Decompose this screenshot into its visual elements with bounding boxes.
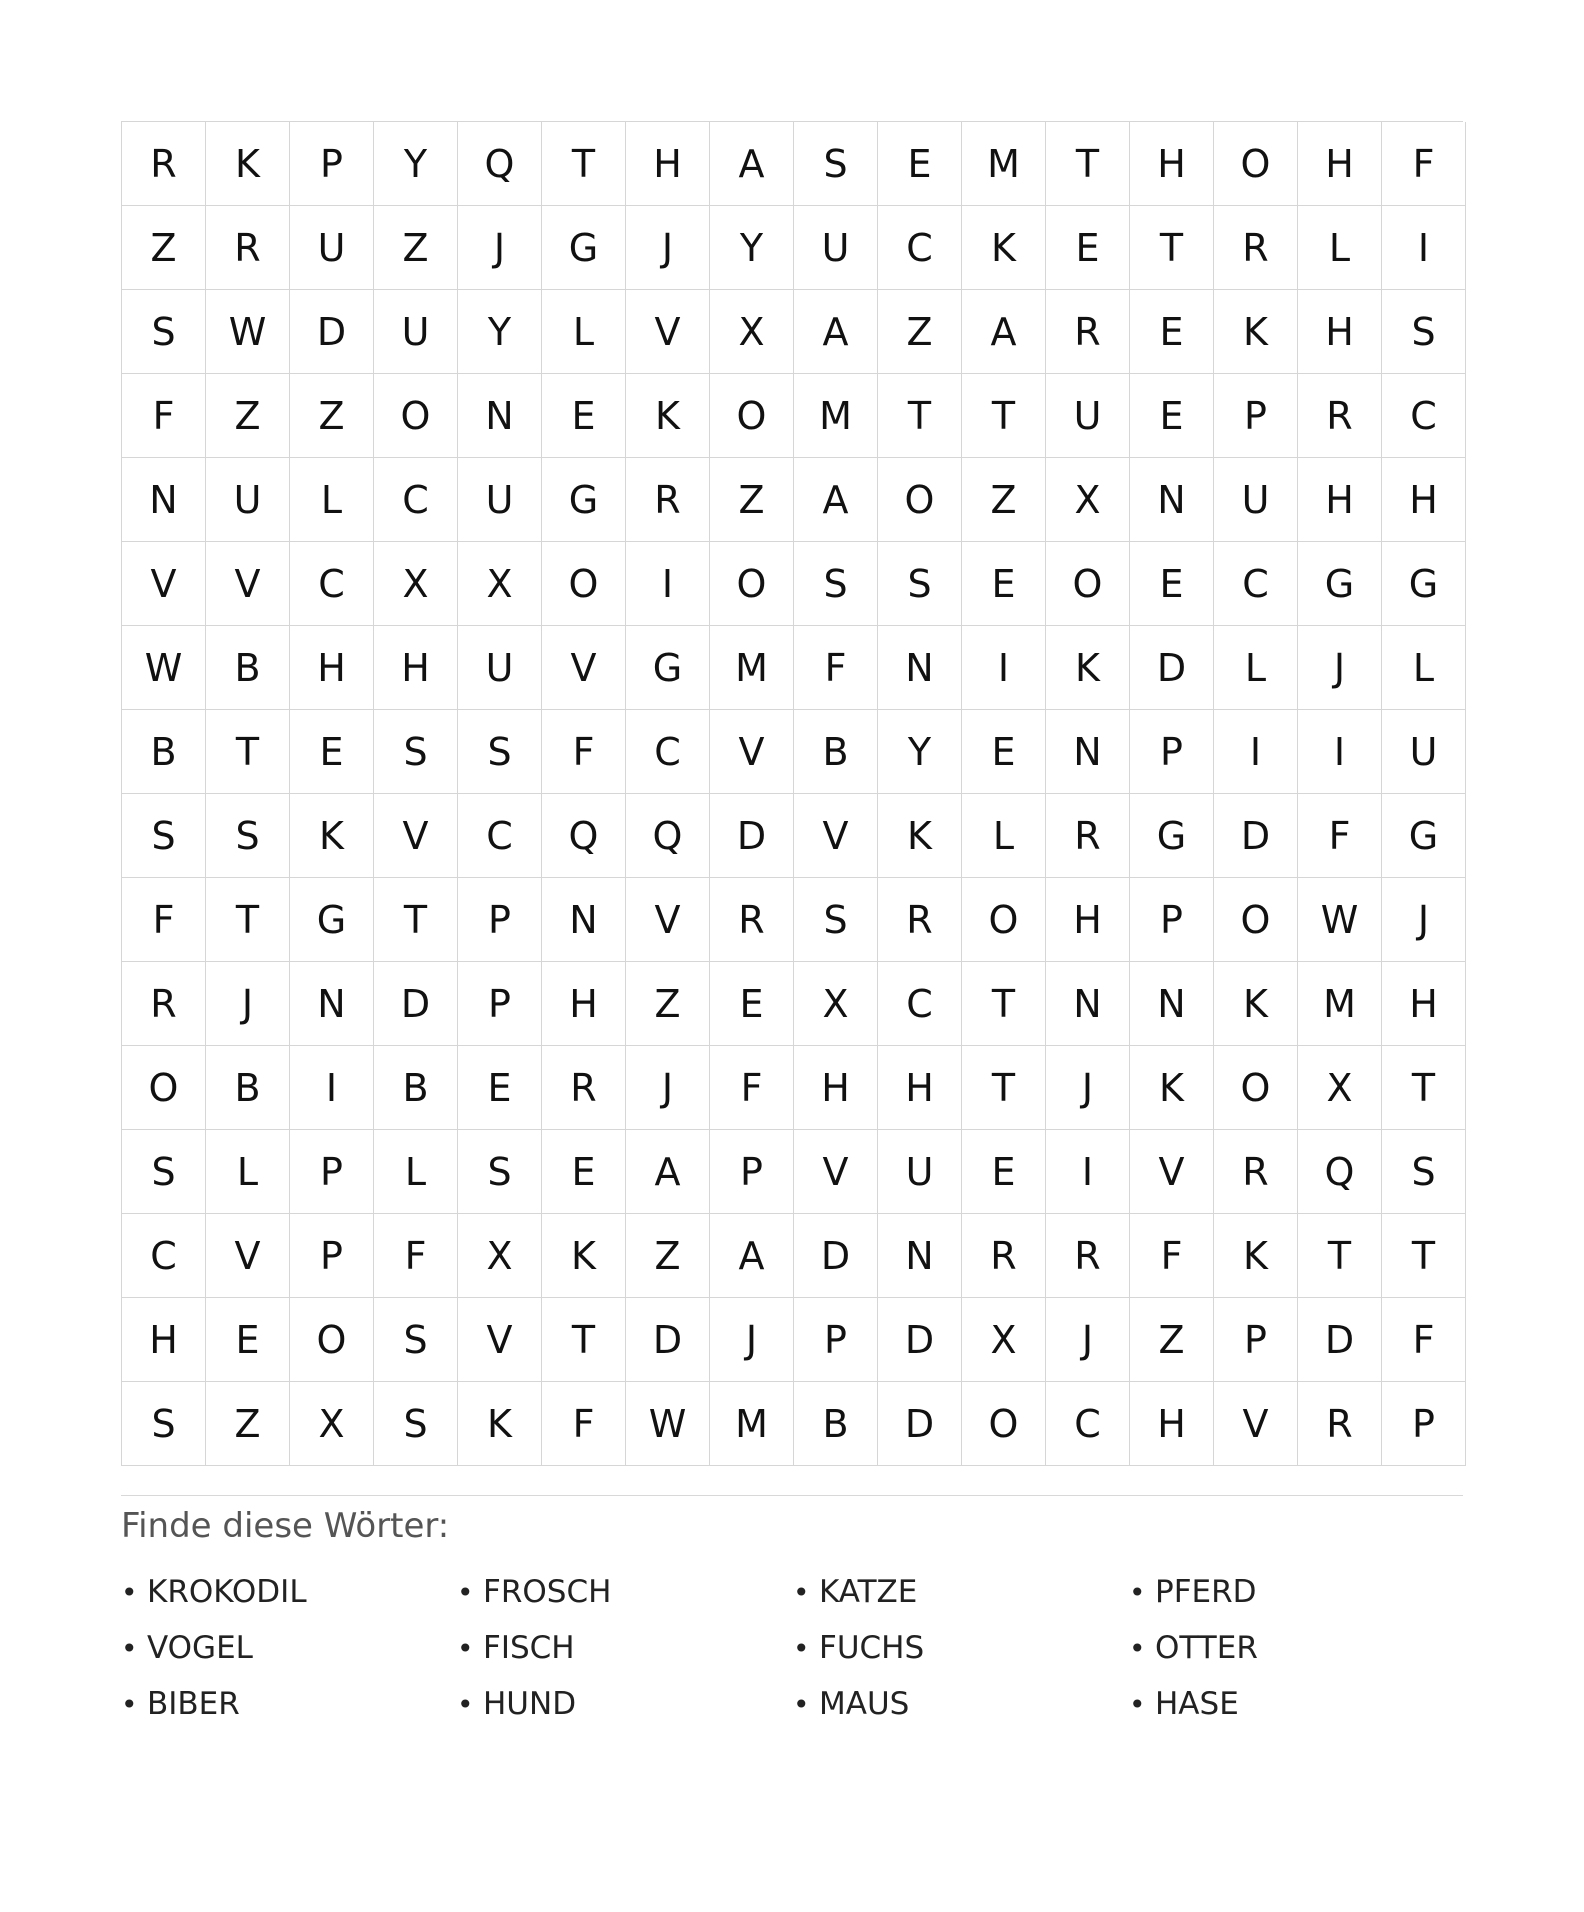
grid-cell[interactable]: L	[1298, 206, 1382, 290]
grid-cell[interactable]: I	[1382, 206, 1466, 290]
grid-cell[interactable]: U	[794, 206, 878, 290]
grid-cell[interactable]: D	[1214, 794, 1298, 878]
grid-cell[interactable]: L	[962, 794, 1046, 878]
word-label: BIBER	[147, 1686, 240, 1722]
grid-cell[interactable]: G	[1130, 794, 1214, 878]
grid-cell[interactable]: U	[1214, 458, 1298, 542]
grid-cell[interactable]: H	[1130, 122, 1214, 206]
grid-cell[interactable]: O	[1214, 1046, 1298, 1130]
grid-cell[interactable]: T	[1382, 1214, 1466, 1298]
grid-cell[interactable]: L	[290, 458, 374, 542]
grid-cell[interactable]: C	[878, 206, 962, 290]
grid-cell[interactable]: M	[710, 626, 794, 710]
grid-cell[interactable]: Z	[1130, 1298, 1214, 1382]
grid-cell[interactable]: R	[122, 962, 206, 1046]
word-list-item	[121, 1676, 457, 1732]
grid-cell[interactable]: F	[374, 1214, 458, 1298]
word-label: FUCHS	[819, 1630, 925, 1666]
grid-cell[interactable]: E	[1046, 206, 1130, 290]
grid-cell[interactable]: S	[206, 794, 290, 878]
grid-cell[interactable]: E	[962, 542, 1046, 626]
grid-cell[interactable]: S	[458, 1130, 542, 1214]
grid-cell[interactable]: D	[794, 1214, 878, 1298]
letter-grid	[121, 121, 1463, 1466]
grid-cell[interactable]: M	[710, 1382, 794, 1466]
grid-cell[interactable]: T	[1298, 1214, 1382, 1298]
bullet-icon: •	[1129, 1687, 1146, 1721]
grid-cell[interactable]: O	[122, 1046, 206, 1130]
grid-cell[interactable]: R	[1214, 206, 1298, 290]
grid-cell[interactable]: T	[206, 878, 290, 962]
grid-cell[interactable]: U	[458, 458, 542, 542]
bullet-icon: •	[793, 1631, 810, 1665]
grid-cell[interactable]: Z	[374, 206, 458, 290]
grid-cell[interactable]: V	[794, 1130, 878, 1214]
grid-cell[interactable]: D	[1130, 626, 1214, 710]
grid-cell[interactable]: L	[206, 1130, 290, 1214]
grid-cell[interactable]: K	[1130, 1046, 1214, 1130]
grid-cell[interactable]: O	[290, 1298, 374, 1382]
grid-cell[interactable]: F	[122, 374, 206, 458]
grid-cell[interactable]: F	[122, 878, 206, 962]
grid-cell[interactable]: C	[1382, 374, 1466, 458]
word-list-item	[793, 1676, 1129, 1732]
grid-cell[interactable]: H	[626, 122, 710, 206]
grid-cell[interactable]: Y	[374, 122, 458, 206]
grid-cell[interactable]: J	[1046, 1298, 1130, 1382]
grid-cell[interactable]: N	[1130, 458, 1214, 542]
grid-cell[interactable]: J	[1046, 1046, 1130, 1130]
grid-cell[interactable]: J	[1382, 878, 1466, 962]
grid-cell[interactable]: I	[290, 1046, 374, 1130]
grid-cell[interactable]: S	[878, 542, 962, 626]
word-list-item	[457, 1676, 793, 1732]
grid-cell[interactable]: X	[710, 290, 794, 374]
grid-cell[interactable]: H	[374, 626, 458, 710]
grid-cell[interactable]: B	[206, 626, 290, 710]
grid-cell[interactable]: V	[542, 626, 626, 710]
grid-cell[interactable]: F	[542, 710, 626, 794]
grid-cell[interactable]: I	[626, 542, 710, 626]
grid-cell[interactable]: R	[626, 458, 710, 542]
grid-cell[interactable]: B	[374, 1046, 458, 1130]
grid-cell[interactable]: U	[374, 290, 458, 374]
grid-cell[interactable]: W	[1298, 878, 1382, 962]
grid-cell[interactable]: S	[794, 122, 878, 206]
word-list-prompt: Finde diese Wörter:	[121, 1506, 450, 1546]
grid-cell[interactable]: K	[542, 1214, 626, 1298]
grid-cell[interactable]: D	[878, 1382, 962, 1466]
grid-cell[interactable]: U	[878, 1130, 962, 1214]
grid-cell[interactable]: P	[1382, 1382, 1466, 1466]
grid-cell[interactable]: V	[1130, 1130, 1214, 1214]
grid-cell[interactable]: O	[962, 1382, 1046, 1466]
grid-cell[interactable]: J	[1298, 626, 1382, 710]
grid-cell[interactable]: S	[122, 290, 206, 374]
grid-cell[interactable]: D	[878, 1298, 962, 1382]
bullet-icon: •	[1129, 1575, 1146, 1609]
grid-cell[interactable]: S	[374, 1382, 458, 1466]
grid-cell[interactable]: H	[1382, 962, 1466, 1046]
word-list-item	[793, 1564, 1129, 1620]
grid-cell[interactable]: C	[122, 1214, 206, 1298]
grid-cell[interactable]: C	[1046, 1382, 1130, 1466]
grid-cell[interactable]: P	[290, 1130, 374, 1214]
grid-cell[interactable]: W	[122, 626, 206, 710]
grid-cell[interactable]: T	[542, 122, 626, 206]
grid-cell[interactable]: N	[1046, 710, 1130, 794]
grid-cell[interactable]: F	[1298, 794, 1382, 878]
grid-cell[interactable]: Z	[206, 374, 290, 458]
grid-cell[interactable]: A	[710, 122, 794, 206]
grid-cell[interactable]: H	[1382, 458, 1466, 542]
grid-cell[interactable]: J	[458, 206, 542, 290]
grid-cell[interactable]: P	[1130, 710, 1214, 794]
grid-cell[interactable]: N	[458, 374, 542, 458]
grid-cell[interactable]: Y	[710, 206, 794, 290]
grid-cell[interactable]: V	[122, 542, 206, 626]
grid-cell[interactable]: S	[794, 542, 878, 626]
grid-cell[interactable]: U	[1046, 374, 1130, 458]
grid-cell[interactable]: K	[626, 374, 710, 458]
grid-cell[interactable]: L	[1214, 626, 1298, 710]
grid-cell[interactable]: B	[206, 1046, 290, 1130]
grid-cell[interactable]: Z	[626, 962, 710, 1046]
grid-cell[interactable]: E	[290, 710, 374, 794]
grid-cell[interactable]: J	[710, 1298, 794, 1382]
grid-cell[interactable]: N	[290, 962, 374, 1046]
grid-cell[interactable]: G	[542, 458, 626, 542]
grid-cell[interactable]: Q	[458, 122, 542, 206]
grid-cell[interactable]: R	[878, 878, 962, 962]
word-list-item	[1129, 1620, 1465, 1676]
bullet-icon: •	[1129, 1631, 1146, 1665]
grid-cell[interactable]: T	[1382, 1046, 1466, 1130]
grid-cell[interactable]: C	[458, 794, 542, 878]
word-list-item	[457, 1564, 793, 1620]
word-search-puzzle	[121, 121, 1463, 1732]
grid-cell[interactable]: C	[878, 962, 962, 1046]
grid-cell[interactable]: R	[1046, 1214, 1130, 1298]
grid-cell[interactable]: W	[206, 290, 290, 374]
grid-cell[interactable]: S	[794, 878, 878, 962]
bullet-icon: •	[793, 1575, 810, 1609]
grid-cell[interactable]: Z	[710, 458, 794, 542]
grid-cell[interactable]: D	[374, 962, 458, 1046]
grid-cell[interactable]: A	[794, 290, 878, 374]
grid-cell[interactable]: V	[626, 878, 710, 962]
bullet-icon: •	[457, 1687, 474, 1721]
grid-cell[interactable]: R	[122, 122, 206, 206]
grid-cell[interactable]: S	[1382, 1130, 1466, 1214]
grid-cell[interactable]: J	[626, 206, 710, 290]
bullet-icon: •	[121, 1631, 138, 1665]
grid-cell[interactable]: S	[122, 1130, 206, 1214]
grid-cell[interactable]: N	[122, 458, 206, 542]
grid-cell[interactable]: G	[1382, 542, 1466, 626]
grid-cell[interactable]: V	[794, 794, 878, 878]
grid-cell[interactable]: E	[962, 710, 1046, 794]
grid-cell[interactable]: R	[206, 206, 290, 290]
grid-cell[interactable]: F	[710, 1046, 794, 1130]
grid-cell[interactable]: S	[122, 1382, 206, 1466]
grid-cell[interactable]: F	[1382, 1298, 1466, 1382]
grid-cell[interactable]: R	[1298, 374, 1382, 458]
grid-cell[interactable]: S	[122, 794, 206, 878]
grid-cell[interactable]: E	[542, 374, 626, 458]
grid-cell[interactable]: K	[1214, 290, 1298, 374]
word-list-item	[121, 1564, 457, 1620]
grid-cell[interactable]: C	[374, 458, 458, 542]
grid-cell[interactable]: A	[710, 1214, 794, 1298]
grid-cell[interactable]: H	[122, 1298, 206, 1382]
word-label: PFERD	[1155, 1574, 1257, 1610]
grid-cell[interactable]: G	[290, 878, 374, 962]
grid-cell[interactable]: B	[794, 710, 878, 794]
grid-cell[interactable]: T	[542, 1298, 626, 1382]
grid-cell[interactable]: O	[374, 374, 458, 458]
word-label: KATZE	[819, 1574, 918, 1610]
grid-cell[interactable]: D	[290, 290, 374, 374]
grid-cell[interactable]: H	[1298, 122, 1382, 206]
grid-cell[interactable]: N	[1130, 962, 1214, 1046]
grid-cell[interactable]: E	[962, 1130, 1046, 1214]
word-label: FISCH	[483, 1630, 575, 1666]
grid-cell[interactable]: B	[122, 710, 206, 794]
grid-cell[interactable]: C	[626, 710, 710, 794]
grid-cell[interactable]: P	[290, 1214, 374, 1298]
grid-cell[interactable]: K	[290, 794, 374, 878]
bullet-icon: •	[793, 1687, 810, 1721]
grid-cell[interactable]: U	[1382, 710, 1466, 794]
grid-cell[interactable]: X	[962, 1298, 1046, 1382]
grid-cell[interactable]: Y	[458, 290, 542, 374]
grid-cell[interactable]: P	[1214, 1298, 1298, 1382]
grid-cell[interactable]: T	[962, 962, 1046, 1046]
grid-cell[interactable]: V	[206, 542, 290, 626]
grid-cell[interactable]: Q	[1298, 1130, 1382, 1214]
word-label: FROSCH	[483, 1574, 612, 1610]
grid-cell[interactable]: O	[710, 542, 794, 626]
grid-cell[interactable]: N	[878, 626, 962, 710]
grid-cell[interactable]: F	[542, 1382, 626, 1466]
grid-cell[interactable]: U	[458, 626, 542, 710]
grid-cell[interactable]: K	[458, 1382, 542, 1466]
grid-cell[interactable]: K	[962, 206, 1046, 290]
grid-cell[interactable]: I	[1214, 710, 1298, 794]
grid-cell[interactable]: C	[1214, 542, 1298, 626]
grid-cell[interactable]: L	[1382, 626, 1466, 710]
word-label: HUND	[483, 1686, 577, 1722]
grid-cell[interactable]: P	[458, 962, 542, 1046]
grid-cell[interactable]: Q	[626, 794, 710, 878]
grid-cell[interactable]: J	[206, 962, 290, 1046]
grid-cell[interactable]: L	[374, 1130, 458, 1214]
grid-cell[interactable]: D	[1298, 1298, 1382, 1382]
grid-cell[interactable]: D	[710, 794, 794, 878]
grid-cell[interactable]: G	[1382, 794, 1466, 878]
grid-cell[interactable]: Q	[542, 794, 626, 878]
grid-cell[interactable]: F	[1382, 122, 1466, 206]
grid-cell[interactable]: O	[878, 458, 962, 542]
grid-cell[interactable]: P	[458, 878, 542, 962]
word-label: OTTER	[1155, 1630, 1258, 1666]
grid-cell[interactable]: R	[1046, 794, 1130, 878]
grid-cell[interactable]: V	[206, 1214, 290, 1298]
grid-cell[interactable]: F	[1130, 1214, 1214, 1298]
grid-cell[interactable]: U	[206, 458, 290, 542]
bullet-icon: •	[457, 1631, 474, 1665]
grid-cell[interactable]: F	[794, 626, 878, 710]
grid-cell[interactable]: A	[962, 290, 1046, 374]
grid-cell[interactable]: P	[1214, 374, 1298, 458]
grid-cell[interactable]: Z	[122, 206, 206, 290]
grid-cell[interactable]: X	[1298, 1046, 1382, 1130]
grid-cell[interactable]: G	[626, 626, 710, 710]
grid-cell[interactable]: R	[962, 1214, 1046, 1298]
grid-cell[interactable]: N	[1046, 962, 1130, 1046]
grid-cell[interactable]: R	[542, 1046, 626, 1130]
grid-cell[interactable]: I	[1298, 710, 1382, 794]
grid-cell[interactable]: Z	[962, 458, 1046, 542]
grid-cell[interactable]: E	[206, 1298, 290, 1382]
grid-cell[interactable]: E	[458, 1046, 542, 1130]
grid-cell[interactable]: T	[1130, 206, 1214, 290]
word-list-item	[457, 1620, 793, 1676]
grid-cell[interactable]: G	[542, 206, 626, 290]
grid-cell[interactable]: O	[1046, 542, 1130, 626]
grid-cell[interactable]: H	[1046, 878, 1130, 962]
grid-cell[interactable]: T	[374, 878, 458, 962]
grid-cell[interactable]: B	[794, 1382, 878, 1466]
grid-cell[interactable]: M	[1298, 962, 1382, 1046]
grid-cell[interactable]: H	[1298, 290, 1382, 374]
word-label: VOGEL	[147, 1630, 253, 1666]
word-label: MAUS	[819, 1686, 910, 1722]
grid-cell[interactable]: N	[878, 1214, 962, 1298]
grid-cell[interactable]: O	[710, 374, 794, 458]
grid-cell[interactable]: V	[710, 710, 794, 794]
grid-cell[interactable]: N	[542, 878, 626, 962]
grid-cell[interactable]: M	[794, 374, 878, 458]
grid-cell[interactable]: X	[290, 1382, 374, 1466]
grid-cell[interactable]: V	[458, 1298, 542, 1382]
bullet-icon: •	[457, 1575, 474, 1609]
grid-cell[interactable]: K	[1046, 626, 1130, 710]
grid-cell[interactable]: K	[1214, 962, 1298, 1046]
grid-cell[interactable]: I	[962, 626, 1046, 710]
grid-cell[interactable]: O	[542, 542, 626, 626]
grid-cell[interactable]: E	[710, 962, 794, 1046]
grid-cell[interactable]: Z	[290, 374, 374, 458]
grid-cell[interactable]: P	[794, 1298, 878, 1382]
grid-cell[interactable]: R	[1046, 290, 1130, 374]
grid-cell[interactable]: P	[1130, 878, 1214, 962]
word-list-item	[1129, 1676, 1465, 1732]
grid-cell[interactable]: E	[542, 1130, 626, 1214]
grid-cell[interactable]: H	[290, 626, 374, 710]
grid-cell[interactable]: S	[374, 1298, 458, 1382]
grid-cell[interactable]: E	[878, 122, 962, 206]
grid-cell[interactable]: P	[290, 122, 374, 206]
grid-cell[interactable]: V	[626, 290, 710, 374]
grid-cell[interactable]: G	[1298, 542, 1382, 626]
grid-cell[interactable]: A	[794, 458, 878, 542]
grid-cell[interactable]: J	[626, 1046, 710, 1130]
grid-cell[interactable]: E	[1130, 290, 1214, 374]
word-list-item	[793, 1620, 1129, 1676]
grid-cell[interactable]: H	[1298, 458, 1382, 542]
grid-cell[interactable]: Z	[878, 290, 962, 374]
grid-cell[interactable]: R	[1214, 1130, 1298, 1214]
divider	[121, 1495, 1463, 1496]
grid-cell[interactable]: X	[794, 962, 878, 1046]
grid-cell[interactable]: E	[1130, 542, 1214, 626]
grid-cell[interactable]: S	[458, 710, 542, 794]
grid-cell[interactable]: Y	[878, 710, 962, 794]
grid-cell[interactable]: H	[542, 962, 626, 1046]
grid-cell[interactable]: Z	[626, 1214, 710, 1298]
grid-cell[interactable]: T	[962, 1046, 1046, 1130]
grid-cell[interactable]: T	[962, 374, 1046, 458]
grid-cell[interactable]: T	[206, 710, 290, 794]
grid-cell[interactable]: U	[290, 206, 374, 290]
grid-cell[interactable]: K	[878, 794, 962, 878]
grid-cell[interactable]: R	[710, 878, 794, 962]
grid-cell[interactable]: L	[542, 290, 626, 374]
grid-cell[interactable]: E	[1130, 374, 1214, 458]
grid-cell[interactable]: K	[206, 122, 290, 206]
grid-cell[interactable]: M	[962, 122, 1046, 206]
bullet-icon: •	[121, 1687, 138, 1721]
word-label: HASE	[1155, 1686, 1239, 1722]
grid-cell[interactable]: R	[1298, 1382, 1382, 1466]
grid-cell[interactable]: O	[1214, 878, 1298, 962]
grid-cell[interactable]: V	[374, 794, 458, 878]
word-list	[121, 1564, 1463, 1732]
word-list-item	[1129, 1564, 1465, 1620]
grid-cell[interactable]: P	[710, 1130, 794, 1214]
grid-cell[interactable]: S	[374, 710, 458, 794]
grid-cell[interactable]: H	[794, 1046, 878, 1130]
grid-cell[interactable]: V	[1214, 1382, 1298, 1466]
grid-cell[interactable]: X	[374, 542, 458, 626]
grid-cell[interactable]: O	[962, 878, 1046, 962]
bullet-icon: •	[121, 1575, 138, 1609]
grid-cell[interactable]: O	[1214, 122, 1298, 206]
grid-cell[interactable]: T	[878, 374, 962, 458]
grid-cell[interactable]: D	[626, 1298, 710, 1382]
grid-cell[interactable]: X	[1046, 458, 1130, 542]
grid-cell[interactable]: T	[1046, 122, 1130, 206]
grid-cell[interactable]: I	[1046, 1130, 1130, 1214]
grid-cell[interactable]: H	[1130, 1382, 1214, 1466]
word-label: KROKODIL	[147, 1574, 307, 1610]
grid-cell[interactable]: H	[878, 1046, 962, 1130]
grid-cell[interactable]: X	[458, 1214, 542, 1298]
grid-cell[interactable]: Z	[206, 1382, 290, 1466]
grid-cell[interactable]: C	[290, 542, 374, 626]
grid-cell[interactable]: K	[1214, 1214, 1298, 1298]
grid-cell[interactable]: A	[626, 1130, 710, 1214]
grid-cell[interactable]: S	[1382, 290, 1466, 374]
word-list-item	[121, 1620, 457, 1676]
grid-cell[interactable]: X	[458, 542, 542, 626]
grid-cell[interactable]: W	[626, 1382, 710, 1466]
